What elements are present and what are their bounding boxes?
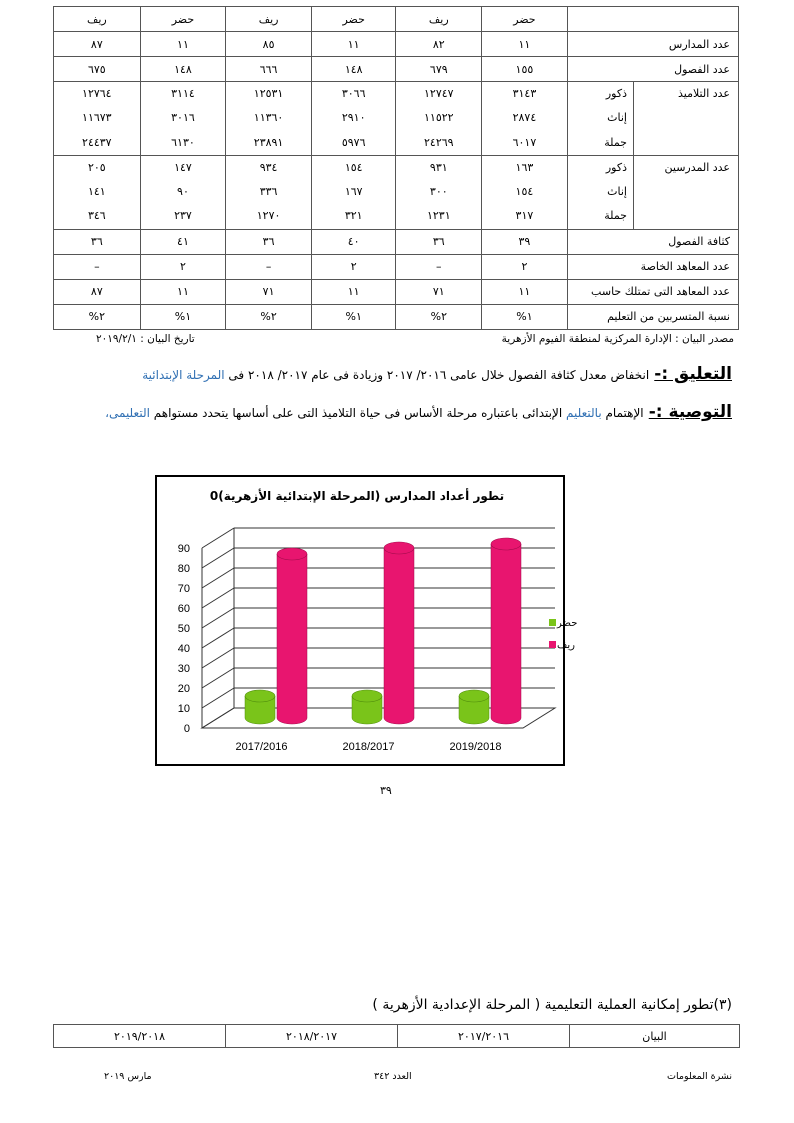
comment-text: انخفاض معدل كثافة الفصول خلال عامى ٢٠١٦/ ٢٠١٧ وزيادة فى عام ٢٠١٧/ ٢٠١٨ فى xyxy=(224,368,650,382)
cell: ١١ xyxy=(482,279,568,304)
recommendation-heading: التوصية :- xyxy=(648,402,732,422)
gridline-side xyxy=(202,648,234,668)
header-blank-cell xyxy=(567,7,738,32)
bar-top xyxy=(459,690,489,702)
cell: ١٥٥ xyxy=(482,57,568,82)
table-header-row xyxy=(54,7,739,32)
cell: ٦٧٥ xyxy=(54,57,141,82)
bar-urban xyxy=(352,690,382,724)
row-label: نسبة المتسربين من التعليم xyxy=(567,304,738,329)
cell: ٣٦ xyxy=(396,229,482,254)
data-date: تاريخ البيان : ٢٠١٩/٢/١ xyxy=(96,333,195,345)
bar-top xyxy=(352,690,382,702)
header-cell: ريف xyxy=(226,7,312,32)
x-tick-label: 2017/2016 xyxy=(235,741,288,753)
page-number: ٣٩ xyxy=(380,784,392,797)
cell: ١١ xyxy=(140,32,226,57)
cell: ٣٦ xyxy=(226,229,312,254)
table-row-teachers xyxy=(54,155,739,229)
bar-rural xyxy=(277,548,307,724)
cell: ٦٦٦ xyxy=(226,57,312,82)
table-row xyxy=(54,32,739,57)
y-tick-label: 0 xyxy=(183,723,190,735)
cell: %٢ xyxy=(396,304,482,329)
cell: ٣٦ xyxy=(54,229,141,254)
recommendation-text: الإبتدائى باعتباره مرحلة الأساس فى حياة التلاميذ التى على أساسها يتحدد مستواهم xyxy=(149,406,567,420)
row-label: عدد المدارس xyxy=(567,32,738,57)
legend-swatch xyxy=(549,619,556,626)
cell: ٤٠ xyxy=(311,229,396,254)
cell-stack: ١٦٣ ١٥٤ ٣١٧ xyxy=(482,155,568,229)
cell: %٢ xyxy=(54,304,141,329)
cell: ٧١ xyxy=(396,279,482,304)
cell: ٢ xyxy=(482,254,568,279)
row-label: عدد الفصول xyxy=(567,57,738,82)
cell: ٤١ xyxy=(140,229,226,254)
header-cell: ٢٠١٩/٢٠١٨ xyxy=(54,1025,226,1048)
sub-labels: ذكور إناث جملة xyxy=(567,82,633,156)
gridline-side xyxy=(202,568,234,588)
cell: ٨٢ xyxy=(396,32,482,57)
header-cell: ريف xyxy=(396,7,482,32)
header-cell: البيان xyxy=(570,1025,740,1048)
cell-stack: ١٢٥٣١ ١١٣٦٠ ٢٣٨٩١ xyxy=(226,82,312,156)
cell: – xyxy=(226,254,312,279)
gridline-side xyxy=(202,588,234,608)
gridline-side xyxy=(202,628,234,648)
header-cell: حضر xyxy=(311,7,396,32)
cell: – xyxy=(54,254,141,279)
cell: ١١ xyxy=(311,279,396,304)
chart-title: تطور أعداد المدارس (المرحلة الإبتدائية الأزهرية)0 xyxy=(209,489,505,503)
comment-paragraph xyxy=(142,364,732,384)
legend-swatch xyxy=(549,641,556,648)
cell: %١ xyxy=(311,304,396,329)
header-cell: ٢٠١٨/٢٠١٧ xyxy=(226,1025,398,1048)
comment-heading: التعليق :- xyxy=(654,364,732,384)
gridline-side xyxy=(202,688,234,708)
y-tick-label: 70 xyxy=(177,583,190,595)
recommendation-paragraph xyxy=(105,402,732,422)
header-cell: ٢٠١٧/٢٠١٦ xyxy=(398,1025,570,1048)
row-label: عدد المعاهد التى تمتلك حاسب xyxy=(567,279,738,304)
cell: %١ xyxy=(140,304,226,329)
table-row-students xyxy=(54,82,739,156)
y-tick-label: 10 xyxy=(177,703,190,715)
bar-body xyxy=(384,548,414,724)
cell: ٨٥ xyxy=(226,32,312,57)
recommendation-text-highlight: بالتعليم xyxy=(566,406,602,420)
cell: ٣٩ xyxy=(482,229,568,254)
cell-stack: ٩٣٤ ٣٣٦ ١٢٧٠ xyxy=(226,155,312,229)
section-header-row xyxy=(54,1025,740,1048)
table-row xyxy=(54,304,739,329)
cell: ٨٧ xyxy=(54,279,141,304)
cell: – xyxy=(396,254,482,279)
cell-stack: ١٥٤ ١٦٧ ٣٢١ xyxy=(311,155,396,229)
gridline-side xyxy=(202,608,234,628)
bar-rural xyxy=(491,538,521,724)
cell: ٧١ xyxy=(226,279,312,304)
cell: ١١ xyxy=(482,32,568,57)
recommendation-text: الإهتمام xyxy=(601,406,644,420)
row-label: عدد المعاهد الخاصة xyxy=(567,254,738,279)
y-tick-label: 80 xyxy=(177,563,190,575)
sub-labels: ذكور إناث جملة xyxy=(567,155,633,229)
table-row xyxy=(54,229,739,254)
bar-urban xyxy=(245,690,275,724)
cell: %١ xyxy=(482,304,568,329)
cell-stack: ٩٣١ ٣٠٠ ١٢٣١ xyxy=(396,155,482,229)
cell-stack: ١٢٧٤٧ ١١٥٢٢ ٢٤٢٦٩ xyxy=(396,82,482,156)
y-tick-label: 90 xyxy=(177,543,190,555)
section-table xyxy=(53,1024,740,1048)
recommendation-text-highlight: التعليمى، xyxy=(105,406,150,420)
y-tick-label: 50 xyxy=(177,623,190,635)
chart-legend xyxy=(549,618,577,651)
cell-stack: ٣١٤٣ ٢٨٧٤ ٦٠١٧ xyxy=(482,82,568,156)
legend-label: ريف xyxy=(557,640,575,651)
bar-body xyxy=(491,544,521,724)
cell: ٨٧ xyxy=(54,32,141,57)
bar-top xyxy=(245,690,275,702)
footer-issue: العدد ٣٤٢ xyxy=(374,1071,412,1082)
chart-canvas xyxy=(157,477,578,764)
x-tick-label: 2018/2017 xyxy=(342,741,395,753)
bar-body xyxy=(277,554,307,724)
cell-stack: ٣٠٦٦ ٢٩١٠ ٥٩٧٦ xyxy=(311,82,396,156)
cell: ١١ xyxy=(311,32,396,57)
row-label: كثافة الفصول xyxy=(567,229,738,254)
bar-top xyxy=(491,538,521,550)
row-label: عدد المدرسين xyxy=(633,155,738,229)
y-tick-label: 20 xyxy=(177,683,190,695)
data-source: مصدر البيان : الإدارة المركزية لمنطقة الفيوم الأزهرية xyxy=(501,333,734,345)
section-title: (٣)تطور إمكانية العملية التعليمية ( المرحلة الإعدادية الأزهرية ) xyxy=(372,997,732,1013)
cell: ١٤٨ xyxy=(311,57,396,82)
cell: ٦٧٩ xyxy=(396,57,482,82)
bar-top xyxy=(384,542,414,554)
table-row xyxy=(54,57,739,82)
header-cell: ريف xyxy=(54,7,141,32)
y-tick-label: 40 xyxy=(177,643,190,655)
y-tick-label: 60 xyxy=(177,603,190,615)
legend-label: حضر xyxy=(557,618,578,629)
cell-stack: ١٤٧ ٩٠ ٢٣٧ xyxy=(140,155,226,229)
chart-bars xyxy=(236,538,522,753)
gridline-side xyxy=(202,668,234,688)
cell: ٢ xyxy=(140,254,226,279)
table-row xyxy=(54,279,739,304)
schools-data-table xyxy=(53,6,739,330)
schools-chart xyxy=(155,475,578,766)
cell: ١١ xyxy=(140,279,226,304)
bar-urban xyxy=(459,690,489,724)
footer-date: مارس ٢٠١٩ xyxy=(104,1071,152,1082)
table-row xyxy=(54,254,739,279)
y-tick-label: 30 xyxy=(177,663,190,675)
gridline-side xyxy=(202,548,234,568)
comment-text-highlight: المرحلة الإبتدائية xyxy=(142,368,225,382)
cell-stack: ١٢٧٦٤ ١١٦٧٣ ٢٤٤٣٧ xyxy=(54,82,141,156)
footer-publication: نشرة المعلومات xyxy=(667,1071,732,1082)
row-label: عدد التلاميذ xyxy=(633,82,738,156)
bar-top xyxy=(277,548,307,560)
x-tick-label: 2019/2018 xyxy=(449,741,502,753)
header-cell: حضر xyxy=(140,7,226,32)
gridline-side xyxy=(202,528,234,548)
bar-rural xyxy=(384,542,414,724)
cell-stack: ٢٠٥ ١٤١ ٣٤٦ xyxy=(54,155,141,229)
cell: ١٤٨ xyxy=(140,57,226,82)
cell-stack: ٣١١٤ ٣٠١٦ ٦١٣٠ xyxy=(140,82,226,156)
cell: %٢ xyxy=(226,304,312,329)
cell: ٢ xyxy=(311,254,396,279)
header-cell: حضر xyxy=(482,7,568,32)
